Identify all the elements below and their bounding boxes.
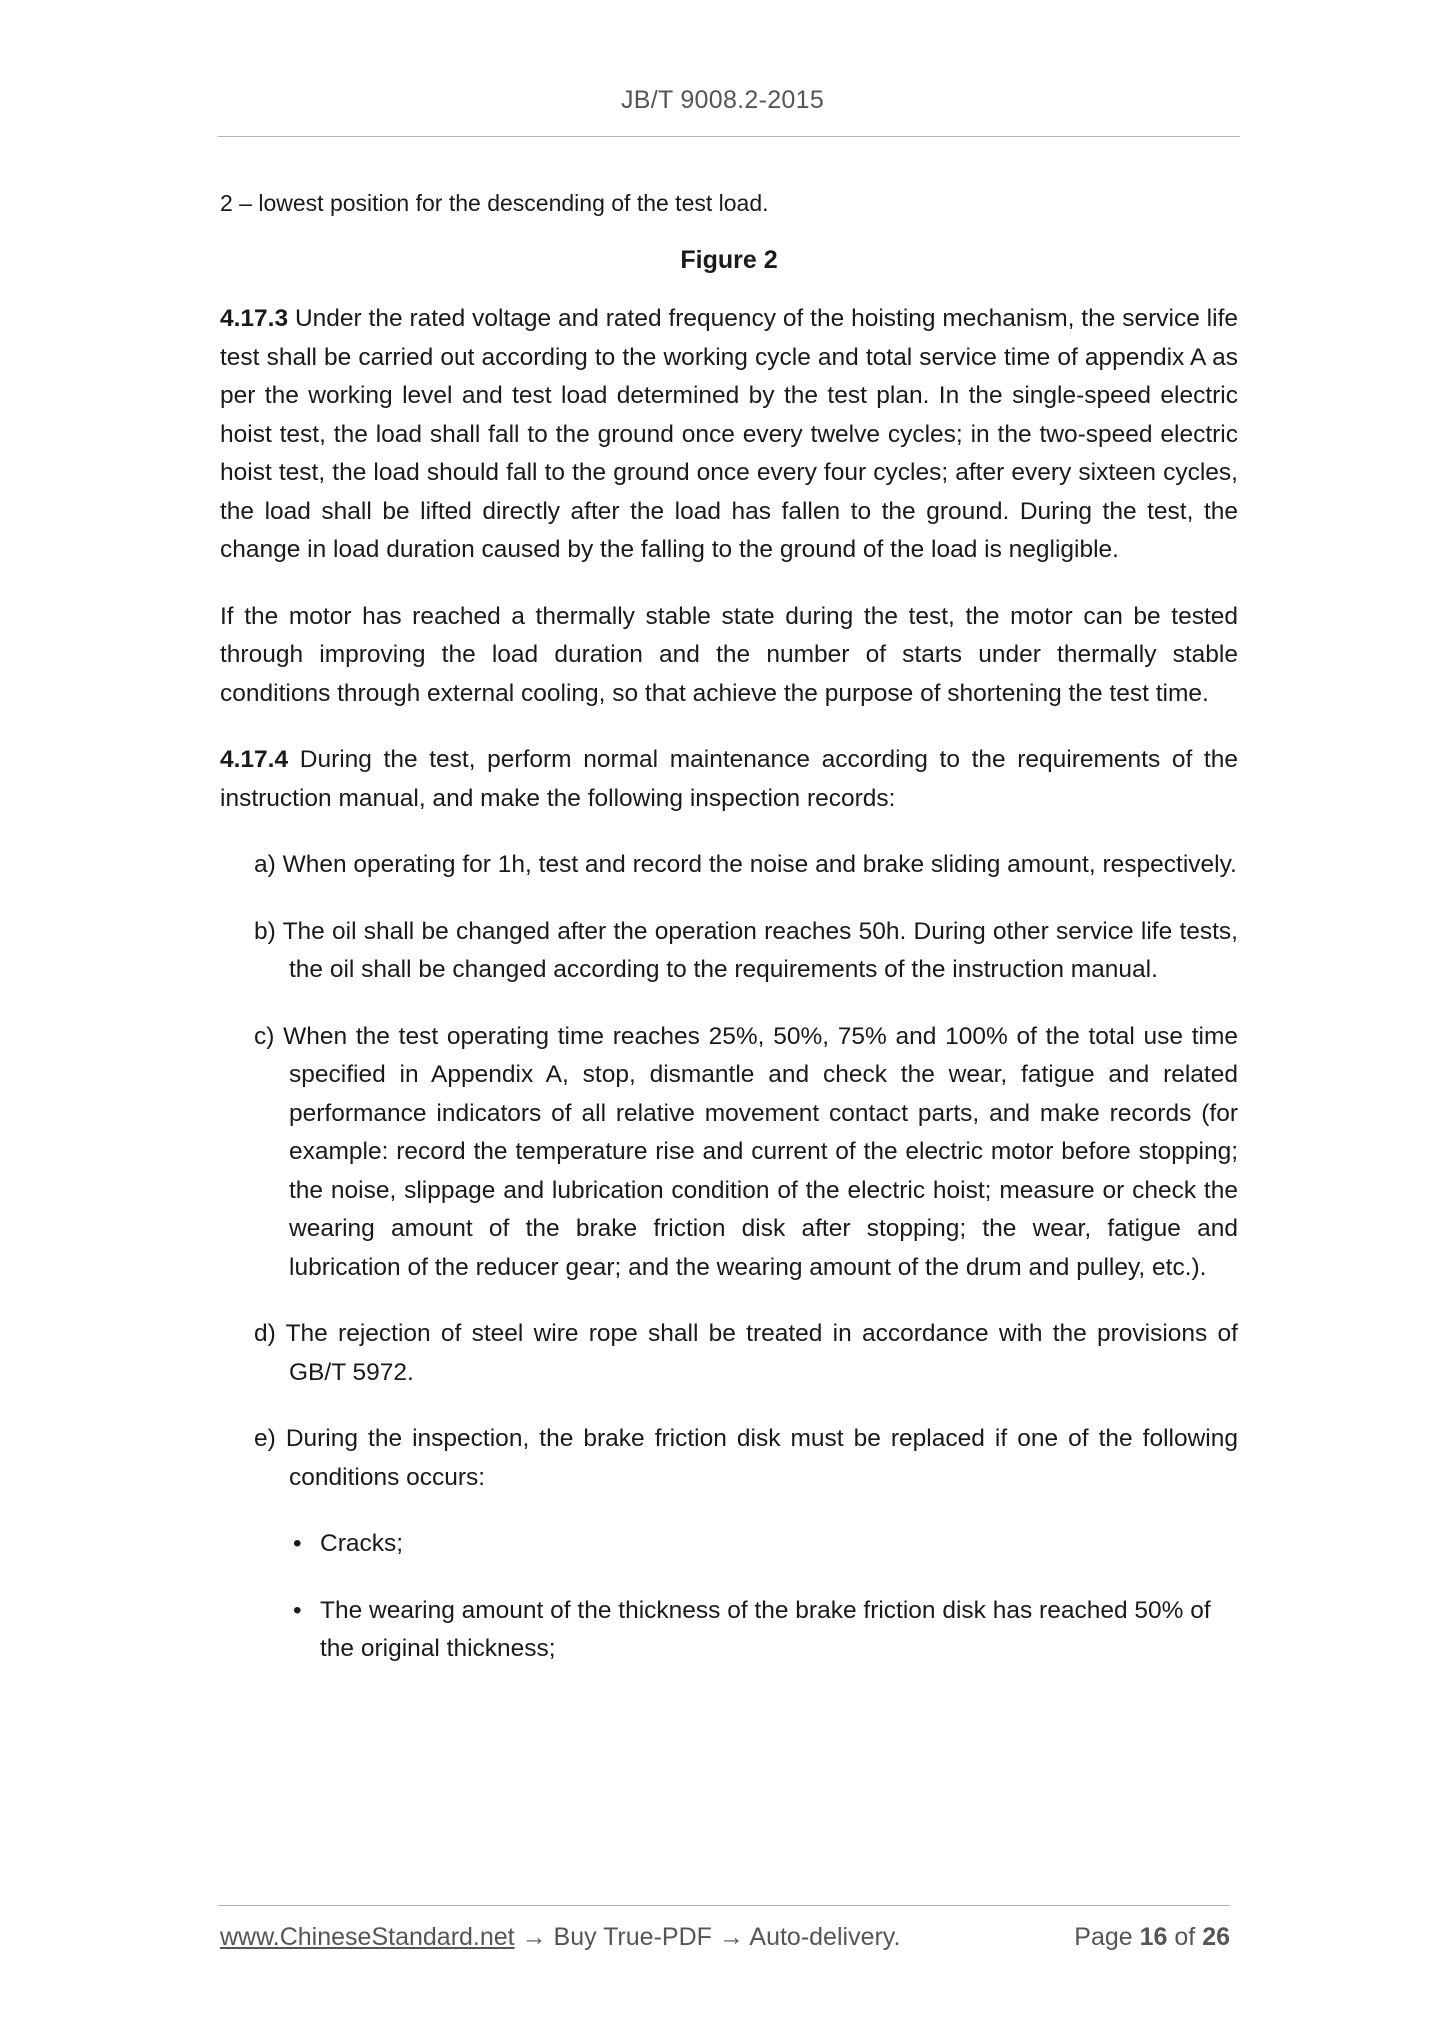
page-total: 26 [1202,1923,1230,1951]
list-item-b: b) The oil shall be changed after the operation reaches 50h. During other service life tests, the oil shall be changed according to the requirements of the instruction manual. [254,917,1238,983]
footer-promo: → Buy True-PDF → Auto-delivery. [514,1923,901,1951]
motor-paragraph: If the motor has reached a thermally stable state during the test, the motor can be tested through improving the load duration and the number of starts under thermally stable conditions through external cooling, so that achieve the purpose of shortening the test time. [220,602,1238,707]
clause-text: During the test, perform normal maintenance according to the requirements of the instruction manual, and make the following inspection records: [220,746,1238,812]
list-item-c: c) When the test operating time reaches 25%, 50%, 75% and 100% of the total use time specified in Appendix A, stop, dismantle and check the wear, fatigue and related performance indicators of all relative movement contact parts, and make records (for example: record the temperature rise and current of the electric motor before stopping; the noise, slippage and lubrication condition of the electric hoist; measure or check the wearing amount of the brake friction disk after stopping; the wear, fatigue and lubrication of the reducer gear; and the wearing amount of the drum and pulley, etc.). [254,1022,1238,1281]
footer-divider [218,1905,1230,1906]
clause-4-17-3 [220,300,1238,570]
bullet-icon: • [293,1530,302,1557]
list-item-e: e) During the inspection, the brake friction disk must be replaced if one of the following conditions occurs: [254,1425,1238,1491]
page-current: 16 [1139,1923,1168,1951]
list-item-d: d) The rejection of steel wire rope shall be treated in accordance with the provisions of GB/T 5972. [254,1320,1238,1386]
page-of: of [1174,1923,1196,1951]
footer-left [220,1920,900,1954]
page-label: Page [1074,1923,1133,1951]
clause-number: 4.17.3 [220,305,289,332]
clause-text: Under the rated voltage and rated frequency of the hoisting mechanism, the service life test shall be carried out according to the working cycle and total service time of appendix A as per the working level and test load determined by the test plan. In the single-speed electric hoist test, the load shall fall to the ground once every twelve cycles; in the two-speed electric hoist test, the load should fall to the ground once every four cycles; after every sixteen cycles, the load shall be lifted directly after the load has fallen to the ground. During the test, the change in load duration caused by the falling to the ground of the load is negligible. [220,305,1238,563]
header-doc-id: JB/T 9008.2-2015 [620,86,825,114]
page-indicator [1074,1920,1230,1954]
header-divider [218,136,1240,137]
bullet-text: The wearing amount of the thickness of the brake friction disk has reached 50% of the original thickness; [320,1596,1211,1662]
bullet-item [293,1592,1238,1669]
figure-title: Figure 2 [680,246,778,274]
list-item-a: a) When operating for 1h, test and record the noise and brake sliding amount, respectively. [254,851,1237,878]
clause-number: 4.17.4 [220,746,289,773]
bullet-text: Cracks; [320,1530,404,1557]
bullet-icon: • [293,1596,302,1624]
clause-4-17-4 [220,741,1238,818]
page-body [220,186,1238,1697]
bullet-item [293,1525,1238,1564]
figure-legend-line: 2 – lowest position for the descending of the test load. [220,190,769,216]
document-header [0,86,1445,115]
website-link[interactable]: www.ChineseStandard.net [220,1923,515,1951]
